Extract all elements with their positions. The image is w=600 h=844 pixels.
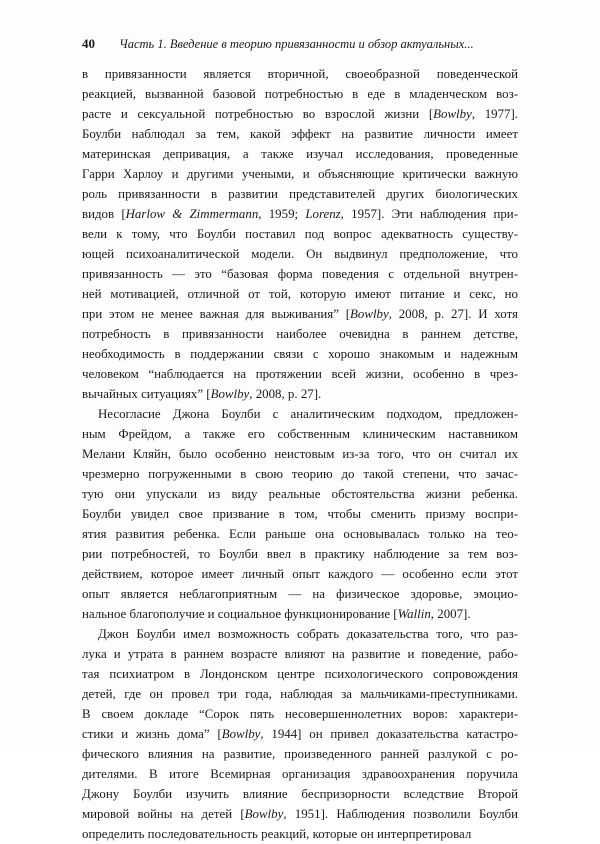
paragraph xyxy=(82,624,518,844)
text-line: опыт является неблагоприятным — на физическое здоровье, эмоцио- xyxy=(82,587,518,601)
text-line: действием, которое имеет личный опыт каждого — особенно если этот xyxy=(82,567,518,581)
text-line: фического влияния на развитие, произведенного ранней разлукой с ро- xyxy=(82,747,518,761)
text-line: ятия развития ребенка. Если раньше она основывалась только на тео- xyxy=(82,527,518,541)
text-line: реакцией, вызванной базовой потребностью в еде в младенческом воз- xyxy=(82,87,518,101)
text-line: материнская депривация, а также изучал исследования, проведенные xyxy=(82,147,518,161)
text-line: рии потребностей, то Боулби ввел в практику наблюдение за тем воз- xyxy=(82,547,518,561)
text-line: Несогласие Джона Боулби с аналитическим подходом, предложен- xyxy=(98,407,518,421)
text-line: Боулби увидел свое призвание в том, чтобы сменить призму воспри- xyxy=(82,507,518,521)
text-line: тая психиатром в Лондонском центре психологического сопровождения xyxy=(82,667,518,681)
text-line: лука и утрата в раннем возрасте влияют на развитие и поведение, рабо- xyxy=(82,647,518,661)
text-line: Джону Боулби изучить влияние беспризорности вследствие Второй xyxy=(82,787,518,801)
page-number: 40 xyxy=(82,36,95,51)
text-line: дителями. В итоге Всемирная организация здравоохранения поручила xyxy=(82,767,518,781)
text-line: детей, где он провел три года, наблюдая за мальчиками-преступниками. xyxy=(82,687,518,701)
text-line: в привязанности является вторичной, своеобразной поведенческой xyxy=(82,67,518,81)
text-line: расте и сексуальной потребностью во взрослой жизни [Bowlby, 1977]. xyxy=(82,107,518,121)
text-line: стики и жизнь дома” [Bowlby, 1944] он привел доказательства катастро- xyxy=(82,727,518,741)
text-line: нальное благополучие и социальное функционирование [Wallin, 2007]. xyxy=(82,607,471,621)
text-line: роль привязанности в развитии представителей других биологических xyxy=(82,187,518,201)
text-line: Боулби наблюдал за тем, какой эффект на развитие личности имеет xyxy=(82,127,518,141)
running-head xyxy=(82,34,542,54)
text-line: при этом не менее важная для выживания” [Bowlby, 2008, p. 27]. И хотя xyxy=(82,307,518,321)
text-line: В своем докладе “Сорок пять несовершеннолетних воров: характери- xyxy=(82,707,518,721)
text-line: ным Фрейдом, а также его собственным клиническим наставником xyxy=(82,427,518,441)
text-line: видов [Harlow & Zimmermann, 1959; Lorenz, 1957]. Эти наблюдения при- xyxy=(82,207,518,221)
text-line: мировой войны на детей [Bowlby, 1951]. Наблюдения позволили Боулби xyxy=(82,807,518,821)
paragraph xyxy=(82,404,518,624)
text-line: привязанность — это “базовая форма поведения с отдельной внутрен- xyxy=(82,267,518,281)
text-line: Гарри Харлоу и другими учеными, и объясняющие критически важную xyxy=(82,167,518,181)
body-text xyxy=(82,64,518,844)
text-line: Джон Боулби имел возможность собрать доказательства того, что раз- xyxy=(98,627,518,641)
text-line: вели к тому, что Боулби поставил под вопрос адекватность существу- xyxy=(82,227,518,241)
text-line: ющей психоаналитической модели. Он выдвинул предположение, что xyxy=(82,247,518,261)
paragraph xyxy=(82,64,518,404)
text-line: человеком “наблюдается на протяжении всей жизни, особенно в чрез- xyxy=(82,367,518,381)
running-title: Часть 1. Введение в теорию привязанности и обзор актуальных... xyxy=(119,37,474,51)
text-line: необходимость в поддержании связи с хорошо знакомым и надежным xyxy=(82,347,518,361)
text-line: ней мотивацией, отличной от той, которую имеют питание и секс, но xyxy=(82,287,518,301)
text-line: вычайных ситуациях” [Bowlby, 2008, p. 27]. xyxy=(82,387,322,401)
text-line: потребность в привязанности наиболее очевидна в раннем детстве, xyxy=(82,327,518,341)
text-line: тую они упускали из виду реальные обстоятельства жизни ребенка. xyxy=(82,487,518,501)
text-line: Мелани Кляйн, было особенно неистовым из-за того, что он считал их xyxy=(82,447,518,461)
text-line: чрезмерно погруженными в свою теорию до такой степени, что зачас- xyxy=(82,467,518,481)
text-line: определить последовательность реакций, которые он интерпретировал xyxy=(82,827,472,841)
